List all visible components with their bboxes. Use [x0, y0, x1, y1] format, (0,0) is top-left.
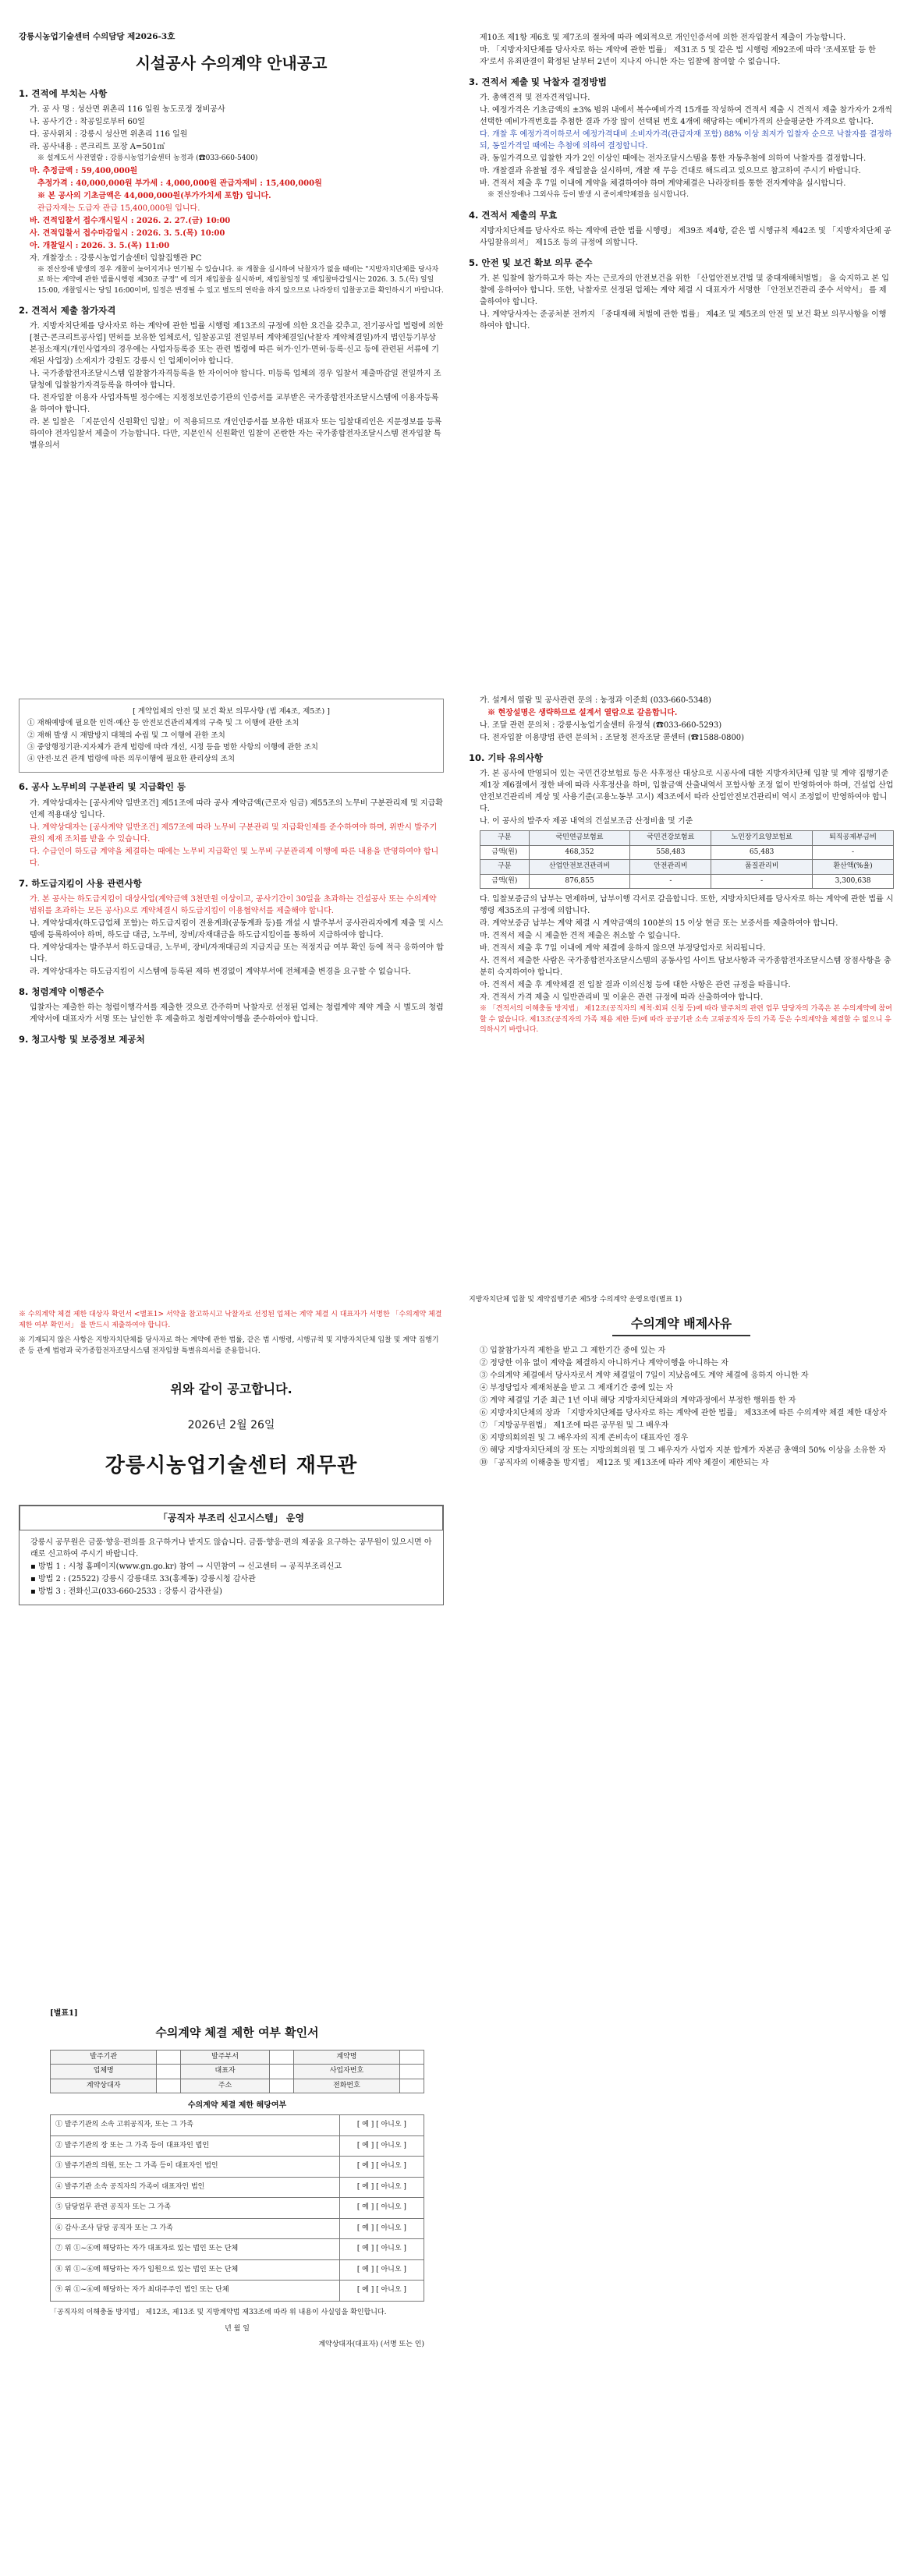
- exclusion-item: ② 정당한 이유 없이 계약을 체결하지 아니하거나 계약이행을 아니하는 자: [480, 1358, 728, 1368]
- section-10-title: 10. 기타 유의사항: [469, 752, 544, 763]
- form-value-cell[interactable]: [400, 2079, 424, 2093]
- table-row: [480, 860, 894, 875]
- table-cell: 65,483: [711, 845, 813, 860]
- place-line: 자. 개찰장소 : 강릉시농업기술센터 입찰집행관 PC: [30, 253, 202, 263]
- s10b-line: 나. 이 공사의 발주자 제공 내역의 건설보조금 산정비율 및 기준: [480, 817, 693, 826]
- s10b-line: 가. 본 공사에 반영되어 있는 국민건강보험료 등은 사후정산 대상으로 시공사에 대한 지방자치단체 입찰 및 계약 집행기준 제1장 제6절에서 정한 바에 따라 사후정산을 하며, 입찰금액 산출내역서 포함사항 조정 없이 반영하여야 하며, 건설업 산업안전보건관리비 계상 및 사용기준(고용노동부 고시) 제3조에서 따라 산업안전보건관리비 역시 조정없이 반영하여야 합니다.: [480, 770, 894, 814]
- table-row: [51, 2065, 424, 2079]
- insurance-table: [480, 830, 894, 889]
- form-label-cell: 계약상대자: [51, 2079, 157, 2093]
- table-row: [480, 831, 894, 846]
- table-cell: 노인장기요양보험료: [711, 831, 813, 846]
- form-label-cell: 주소: [181, 2079, 270, 2093]
- form-value-cell[interactable]: [269, 2050, 293, 2065]
- form-date: 년 월 일: [225, 2325, 250, 2333]
- s10-line: 다. 전자입찰 이용방법 관련 문의처 : 조달청 전자조달 콜센터 (☎1588-0800): [480, 734, 745, 742]
- exclusion-item: ⑨ 해당 지방자치단체의 장 또는 지방의회의원 및 그 배우자가 사업자 지분 합계가 자본금 총액의 50% 이상을 소유한 자: [480, 1445, 886, 1455]
- check-options[interactable]: [ 예 ] [ 아니오 ]: [339, 2239, 424, 2260]
- table-cell: 3,300,638: [813, 874, 894, 889]
- check-options[interactable]: [ 예 ] [ 아니오 ]: [339, 2218, 424, 2239]
- check-options[interactable]: [ 예 ] [ 아니오 ]: [339, 2115, 424, 2136]
- s3-line: 바. 견적서 제출 후 7일 이내에 계약을 체결하여야 하며 계약체결은 나라장터를 통한 전자계약을 실시합니다.: [480, 179, 846, 189]
- s3-line: 다. 개찰 후 예정가격이하로서 예정가격대비 소비자가격(관급자재 포함) 88% 이상 최저가 입찰자 순으로 낙찰자를 결정하되, 동일가격일 때에는 추첨에 의하여 결정합니다.: [480, 130, 892, 151]
- form-top-table: [50, 2050, 424, 2094]
- report-line: ▪ 방법 1 : 시청 홈페이지(www.gn.go.kr) 참여 → 시민참여 → 신고센터 → 공직부조리신고: [30, 1562, 342, 1571]
- s10-line: ※ 현장설명은 생략하므로 설계서 열람으로 갈음합니다.: [487, 709, 678, 717]
- exclusion-item: ⑩ 「공직자의 이해충돌 방지법」 제12조 및 제13조에 따라 계약 체결이 제한되는 자: [480, 1458, 769, 1467]
- section-3-title: 3. 견적서 제출 및 낙찰자 결정방법: [469, 76, 607, 87]
- table-cell: 국민연금보험료: [529, 831, 630, 846]
- check-options[interactable]: [ 예 ] [ 아니오 ]: [339, 2259, 424, 2281]
- s7-line: 다. 계약상대자는 발주부서 하도급대금, 노무비, 장비/자재대금의 지급지급 또는 적정지급 여부 확인 등에 적극 응하여야 합니다.: [30, 943, 444, 964]
- check-text: ④ 발주기관 소속 공직자의 가족이 대표자인 법인: [51, 2177, 340, 2198]
- notice-page-4: [469, 694, 894, 1286]
- infobox-line: ① 재해예방에 필요한 인력·예산 등 안전보건관리체계의 구축 및 그 이행에 관한 조치: [27, 719, 300, 728]
- s2-line: 다. 전자입찰 이용자 사업자특별 정수에는 지정정보인증기관의 인증서를 교부받은 국가종합전자조달시스템에 이용자등록을 하여야 합니다.: [30, 394, 439, 415]
- closing-text: 위와 같이 공고합니다.: [170, 1382, 292, 1396]
- form-section-title: 수의계약 체결 제한 해당여부: [187, 2101, 287, 2110]
- section-9-title: 9. 청고사항 및 보증정보 제공처: [19, 1034, 145, 1045]
- table-cell: -: [630, 874, 711, 889]
- s10c-line: ※ 「견적서의 이해충돌 방지법」 제12조(공직자의 제척·회피 신청 등)에 따라 발주처의 관련 업무 담당자의 가족은 본 수의계약에 참여할 수 없습니다. 제13조(공직자의 가족 채용 제한 등)에 따라 공공기관 소속 고위공직자 등의 가족 등은 수의계약을 체결할 수 없으니 유의하시기 바랍니다.: [480, 1005, 892, 1035]
- form-value-cell[interactable]: [157, 2050, 181, 2065]
- check-row: [51, 2135, 424, 2157]
- check-text: ⑧ 위 ①~⑥에 해당하는 자가 임원으로 있는 법인 또는 단체: [51, 2259, 340, 2281]
- red-note: ※ 수의계약 체결 제한 대상자 확인서 <별표1> 서약을 참고하시고 낙찰자로 선정된 업체는 계약 체결 시 대표자가 서명한 「수의계약 체결 제한 여부 확인서」 를 반드시 제출하여야 합니다.: [19, 1311, 442, 1329]
- exclusion-item: ⑧ 지방의회의원 및 그 배우자의 직계 존비속이 대표자인 경우: [480, 1433, 689, 1442]
- table-cell: 퇴직공제부금비: [813, 831, 894, 846]
- check-row: [51, 2115, 424, 2136]
- form-label-cell: 전화번호: [293, 2079, 399, 2093]
- table-cell: 558,483: [630, 845, 711, 860]
- s10c-line: 바. 견적서 제출 후 7일 이내에 계약 체결에 응하지 않으면 부정당업자로 처리됩니다.: [480, 944, 766, 954]
- confirmation-form: [50, 2008, 424, 2553]
- form-value-cell[interactable]: [400, 2065, 424, 2079]
- form-value-cell[interactable]: [269, 2079, 293, 2093]
- section-8-title: 8. 청렴계약 이행준수: [19, 985, 105, 997]
- s7-line: 가. 본 공사는 하도급지킴이 대상사업(계약금액 3천만원 이상이고, 공사기간이 30일을 초과하는 건설공사 또는 수의계약 범위를 초과하는 모든 공사)으로 계약체결시 하도급지킴이 이용협약서를 제출해야 합니다.: [30, 894, 437, 915]
- safety-duty-box: [19, 699, 444, 773]
- report-line: ▪ 방법 2 : (25522) 강릉시 강릉대로 33(홍제동) 강릉시청 감사관: [30, 1575, 256, 1583]
- s1-line: ※ 설계도서 사전열람 : 강릉시농업기술센터 농정과 (☎033-660-5400): [37, 154, 258, 162]
- section-4-title: 4. 견적서 제출의 무효: [469, 209, 558, 221]
- price-label: 마. 추정금액 : 59,400,000원: [30, 166, 138, 175]
- date-line: 바. 견적입찰서 접수개시일시 : 2026. 2. 27.(금) 10:00: [30, 216, 231, 225]
- form-label-cell: 업체명: [51, 2065, 157, 2079]
- s3-line: 가. 총액견적 및 전자견적입니다.: [480, 94, 590, 103]
- date-line: 사. 견적입찰서 접수마감일시 : 2026. 3. 5.(목) 10:00: [30, 228, 225, 238]
- s1-line: 다. 공사위치 : 강릉시 성산면 위촌리 116 일원: [30, 130, 188, 139]
- exclusion-item: ① 입찰참가자격 제한을 받고 그 제한기간 중에 있는 자: [480, 1346, 666, 1355]
- s2-line: 나. 국가종합전자조달시스템 입찰참가자격등록을 한 자이어야 합니다. 미등록 업체의 경우 입찰서 제출마감일 전일까지 조달청에 입찰참가자격등록을 하여야 합니다.: [30, 370, 441, 391]
- section-2-title: 2. 견적서 제출 참가자격: [19, 305, 116, 316]
- infobox-line: ② 재해 발생 시 재발방지 대책의 수립 및 그 이행에 관한 조치: [27, 731, 225, 740]
- s3-line: 나. 예정가격은 기초금액의 ±3% 범위 내에서 복수예비가격 15개를 작성하여 견적서 제출 시 견적서 제출 참가자가 2개씩 선택한 예비가격번호를 추첨한 결과 가장 많이 선택된 번호 4개에 해당하는 예비가격의 산술평균한 가격으로 합니다.: [480, 106, 892, 127]
- report-box: [19, 1505, 444, 1605]
- check-options[interactable]: [ 예 ] [ 아니오 ]: [339, 2198, 424, 2219]
- s1-line: 라. 공사내용 : 콘크리트 포장 A=501㎡: [30, 143, 165, 151]
- s1-line: 나. 공사기간 : 착공일로부터 60일: [30, 118, 145, 126]
- check-text: ⑨ 위 ①~⑥에 해당하는 자가 최대주주인 법인 또는 단체: [51, 2281, 340, 2302]
- check-options[interactable]: [ 예 ] [ 아니오 ]: [339, 2157, 424, 2178]
- s10c-line: 자. 견적서 가격 제출 시 일반관리비 및 이윤은 관련 규정에 따라 산출하여야 합니다.: [480, 993, 764, 1003]
- s3-line: ※ 전산장애나 그외사유 등이 발생 시 종이계약체결을 실시합니다.: [487, 191, 689, 200]
- section-1-title: 1. 견적에 부치는 사항: [19, 87, 108, 99]
- s10-line: 가. 설계서 열람 및 공사관련 문의 : 농정과 이준희 (033-660-5348): [480, 696, 711, 705]
- doc-title: 시설공사 수의계약 안내공고: [135, 53, 328, 73]
- table-cell: 876,855: [529, 874, 630, 889]
- s2-line: 가. 지방자치단체를 당사자로 하는 계약에 관한 법률 시행령 제13조의 규정에 의한 요건을 갖추고, 전기공사업 법령에 의한 [철근·콘크리트공사업] 면허를 보유한 업체로서, 입찰공고일 전일부터 계약체결일(낙찰자 계약체결일)까지 법인등기부상 본점소재지(개인사업자의 경우에는 사업자등록증 또는 관련 법령에 따른 허가·인가·면허·등록·신고 등에 관련된 서류에 기재된 사업장) 소재지가 강원도 강릉시 인 업체이어야 합니다.: [30, 322, 444, 366]
- form-signer: 계약상대자(대표자) (서명 또는 인): [318, 2340, 424, 2348]
- s10c-line: 마. 견적서 제출 시 제출한 견적 제출은 취소할 수 없습니다.: [480, 932, 681, 941]
- s10c-line: 라. 계약보증금 납부는 계약 체결 시 계약금액의 100분의 15 이상 현금 또는 보증서를 제출하여야 합니다.: [480, 919, 838, 929]
- table-cell: -: [711, 874, 813, 889]
- form-tag: [별표1]: [50, 2009, 78, 2018]
- table-cell: 품질관리비: [711, 860, 813, 875]
- notice-date: 2026년 2월 26일: [187, 1419, 275, 1431]
- form-label-cell: 계약명: [293, 2050, 399, 2065]
- notice-page-6: [469, 1294, 894, 1887]
- notice-page-5: [19, 1294, 444, 1887]
- check-text: ⑥ 감사·조사 담당 공직자 또는 그 가족: [51, 2218, 340, 2239]
- table-cell: 환산액(%율): [813, 860, 894, 875]
- check-options[interactable]: [ 예 ] [ 아니오 ]: [339, 2135, 424, 2157]
- page6-header: 지방자치단체 입찰 및 계약집행기준 제5장 수의계약 운영요령(별표 1): [469, 1296, 682, 1304]
- table-cell: 안전관리비: [630, 860, 711, 875]
- exclusion-item: ③ 수의계약 체결에서 당사자로서 계약 체결일이 7일이 지났음에도 계약 체결에 응하지 아니한 자: [480, 1371, 809, 1380]
- s7-line: 나. 계약상대자(하도급업체 포함)는 하도급지킴이 전용계좌(공동계좌 등)를 개설 시 발주부서 공사관리자에게 제출 및 시스템에 등록하여야 하며, 하도급 대금, 노무비, 장비/자재대금을 하도급지킴이를 통하여 지급하여야 합니다.: [30, 918, 444, 939]
- table-cell: 금액(원): [480, 845, 530, 860]
- notes: ※ 전산장애 발생의 경우 개찰이 늦어지거나 연기될 수 있습니다. ※ 개찰을 실시하여 낙찰자가 없을 때에는 "지방자치단체를 당사자로 하는 계약에 관한 법률시행령 제30조 규정" 에 의거 재입찰을 실시하며, 재입찰일정 및 재입찰마감일시는 2026. 3. 5.(목) 일일 15:00, 개찰일시는 당일 16:00이며, 일정은 변경될 수 있고 별도의 연락을 하지 않으므로 나라장터 입찰공고를 확인하시기 바랍니다.: [37, 265, 444, 295]
- form-label-cell: 발주기관: [51, 2050, 157, 2065]
- exclusion-title: 수의계약 배제사유: [612, 1313, 750, 1336]
- s10c-line: 아. 견적서 제출 후 계약체결 전 입찰 결과 이의신청 등에 대한 사항은 관련 규정을 따릅니다.: [480, 981, 791, 990]
- form-label-cell: 대표자: [181, 2065, 270, 2079]
- check-row: [51, 2157, 424, 2178]
- check-text: ⑤ 담당업무 관련 공직자 또는 그 가족: [51, 2198, 340, 2219]
- report-title: 「공직자 부조리 신고시스템」 운영: [19, 1506, 443, 1530]
- notice-page-2: [469, 31, 894, 624]
- s3-line: 마. 개찰결과 유찰될 경우 재입찰을 실시하며, 개찰 재 무응 건대로 해드리고 있으므로 참고하여 주시기 바랍니다.: [480, 167, 861, 176]
- table-cell: 구분: [480, 860, 530, 875]
- check-text: ③ 발주기관의 의원, 또는 그 가족 등이 대표자인 법인: [51, 2157, 340, 2178]
- s1-line: 가. 공 사 명 : 성산면 위촌리 116 일원 농도로정 정비공사: [30, 105, 225, 114]
- form-check-table: [50, 2114, 424, 2302]
- form-value-cell[interactable]: [157, 2065, 181, 2079]
- table-cell: 468,352: [529, 845, 630, 860]
- s5-line: 나. 계약당사자는 준공처분 전까지 「중대재해 처벌에 관한 법률」 제4조 및 제5조의 안전 및 보건 확보 의무사항을 이행하여야 합니다.: [480, 310, 887, 331]
- table-cell: 국민건강보험료: [630, 831, 711, 846]
- s10-line: 나. 조달 관련 문의처 : 강릉시농업기술센터 유정석 (☎033-660-5293): [480, 721, 722, 730]
- table-row: [480, 845, 894, 860]
- form-label-cell: 발주부서: [181, 2050, 270, 2065]
- check-text: ② 발주기관의 장 또는 그 가족 등이 대표자인 법인: [51, 2135, 340, 2157]
- check-text: ⑦ 위 ①~⑥에 해당하는 자가 대표자로 있는 법인 또는 단체: [51, 2239, 340, 2260]
- form-value-cell[interactable]: [157, 2079, 181, 2093]
- s2-line: 라. 본 입찰은 「지문인식 신원확인 입찰」이 적용되므로 개인인증서를 보유한 대표자 또는 입찰대리인은 지문정보를 등록하여야 전자입찰서 제출이 가능합니다. 다만, 지문인식 신원확인 입찰이 곤란한 자는 국가종합전자조달시스템 전자입찰 특별유의서: [30, 418, 442, 451]
- cont-line: 제10조 제1항 제6호 및 제7조의 절차에 따라 예외적으로 개인인증서에 의한 전자입찰서 제출이 가능합니다.: [480, 34, 846, 42]
- price-detail: 추정가격 : 40,000,000원 부가세 : 4,000,000원 관급자재비 : 15,400,000원: [37, 179, 322, 188]
- table-row: [51, 2050, 424, 2065]
- check-row: [51, 2239, 424, 2260]
- check-row: [51, 2198, 424, 2219]
- exclusion-item: ⑤ 계약 체결일 기준 최근 1년 이내 해당 지방자치단체와의 계약과정에서 부정한 행위를 한 자: [480, 1396, 796, 1405]
- report-text: 강릉시 공무원은 금품·향응·편의를 요구하거나 받지도 않습니다. 금품·향응·편의 제공을 요구하는 공무원이 있으시면 아래로 신고하여 주시기 바랍니다.: [30, 1538, 432, 1559]
- s4-text: 지방자치단체를 당사자로 하는 계약에 관한 법률 시행령」 제39조 제4항, 같은 법 시행규칙 제42조 및 「지방자치단체 공사입찰유의서」 제15조 등의 규정에 의합니다.: [480, 227, 892, 247]
- table-cell: 금액(원): [480, 874, 530, 889]
- price-note: ※ 본 공사의 기초금액은 44,000,000원(부가가치세 포함) 입니다.: [37, 191, 271, 200]
- s10c-line: 사. 견적서 제출한 사람은 국가종합전자조달시스템의 공동사업 사이트 담보사항과 국가종합전자조달시스템 장점사항을 충분히 숙지하여야 합니다.: [480, 957, 892, 978]
- section-6-title: 6. 공사 노무비의 구분관리 및 지급확인 등: [19, 781, 186, 793]
- s10c-line: 다. 입찰보증금의 납부는 면제하며, 납부이행 각서로 갈음합니다. 또한, 지방자치단체를 당사자로 하는 계약에 관한 법률 시행령 제35조의 규정에 의합니다.: [480, 895, 894, 916]
- price-note-2: 관급자재는 도급자 관급 15,400,000원 입니다.: [37, 203, 200, 213]
- table-cell: 산업안전보건관리비: [529, 860, 630, 875]
- form-title: 수의계약 체결 제한 여부 확인서: [155, 2026, 319, 2040]
- s6-line: 나. 계약상대자는 [공사계약 일반조건] 제57조에 따라 노무비 구분관리 및 지급확인제를 준수하여야 하며, 위반시 발주기관의 제재 조치를 받을 수 있습니다.: [30, 823, 438, 844]
- form-value-cell[interactable]: [269, 2065, 293, 2079]
- check-options[interactable]: [ 예 ] [ 아니오 ]: [339, 2177, 424, 2198]
- cont-line: 마. 「지방자치단체를 당사자로 하는 계약에 관한 법률」 제31조 5 및 같은 법 시행령 제92조에 따라 '조세포탈 등 한 자'로서 유죄판결이 확정된 날부터 2년이 지나지 아니한 자는 입찰에 참여할 수 없습니다.: [480, 46, 876, 66]
- exclusion-item: ④ 부정당업자 제재처분을 받고 그 제재기간 중에 있는 자: [480, 1383, 673, 1392]
- exclusion-item: ⑥ 지방자치단체의 장과 「지방자치단체를 당사자로 하는 계약에 관한 법률」 제33조에 따른 수의계약 체결 제한 대상자: [480, 1408, 887, 1417]
- infobox-title: [ 계약업체의 안전 및 보건 확보 의무사항 (법 제4조, 제5조) ]: [133, 707, 330, 716]
- check-row: [51, 2259, 424, 2281]
- notice-org: 강릉시농업기술센터 재무관: [105, 1454, 358, 1477]
- check-row: [51, 2218, 424, 2239]
- s6-line: 가. 계약상대자는 [공사계약 일반조건] 제51조에 따라 공사 계약금액(근로자 임금) 제55조의 노무비 구분관리제 및 지급확인제 적용대상 입니다.: [30, 798, 443, 819]
- misc-note: ※ 기재되지 않은 사항은 지방자치단체를 당사자로 하는 계약에 관한 법률, 같은 법 시행령, 시행규칙 및 지방자치단체 입찰 및 계약 집행기준 등 관계 법령과 국가종합전자조달시스템 전자입찰 특별유의서를 준용합니다.: [19, 1336, 439, 1355]
- check-options[interactable]: [ 예 ] [ 아니오 ]: [339, 2281, 424, 2302]
- report-line: ▪ 방법 3 : 전화신고(033-660-2533 : 강릉시 감사관실): [30, 1587, 222, 1596]
- table-row: [51, 2079, 424, 2093]
- table-cell: 구분: [480, 831, 530, 846]
- doc-header: 강릉시농업기술센터 수의담당 제2026-3호: [19, 32, 175, 41]
- notice-page-1: [19, 31, 444, 624]
- check-row: [51, 2281, 424, 2302]
- date-line: 아. 개찰일시 : 2026. 3. 5.(목) 11:00: [30, 241, 170, 250]
- infobox-line: ④ 안전·보건 관계 법령에 따른 의무이행에 필요한 관리상의 조치: [27, 755, 236, 763]
- form-footer: 「공직자의 이해충돌 방지법」 제12조, 제13조 및 지방계약법 제33조에 따라 위 내용이 사실임을 확인합니다.: [50, 2308, 387, 2316]
- section-5-title: 5. 안전 및 보건 확보 의무 준수: [469, 257, 593, 268]
- s7-line: 라. 계약상대자는 하도급지킴이 시스템에 등록된 제하 변경없이 계약부서에 전체제출 변경을 요구할 수 없습니다.: [30, 967, 411, 976]
- s5-line: 가. 본 입찰에 참가하고자 하는 자는 근로자의 안전보건을 위한 「산업안전보건법 및 중대재해처벌법」 을 숙지하고 본 입찰에 응하여야 합니다. 또한, 낙찰자로 선정된 업체는 계약 체결 시 대표자가 서명한 「안전보건관리 준수 서약서」 를 제출하여야 합니다.: [480, 274, 889, 307]
- table-row: [480, 874, 894, 889]
- table-cell: -: [813, 845, 894, 860]
- notice-page-3: [19, 694, 444, 1286]
- form-label-cell: 사업자번호: [293, 2065, 399, 2079]
- check-text: ① 발주기관의 소속 고위공직자, 또는 그 가족: [51, 2115, 340, 2136]
- exclusion-item: ⑦ 「지방공무원법」 제1조에 따른 공무원 및 그 배우자: [480, 1421, 669, 1430]
- section-7-title: 7. 하도급지킴이 사용 관련사항: [19, 877, 142, 889]
- s6-line: 다. 수급인이 하도급 계약을 체결하는 때에는 노무비 지급확인 및 노무비 구분관리제 이행에 따른 내용을 반영하여야 합니다.: [30, 847, 439, 868]
- infobox-line: ③ 중앙행정기관·지자체가 관계 법령에 따라 개선, 시정 등을 명한 사항의 이행에 관한 조치: [27, 742, 318, 752]
- check-row: [51, 2177, 424, 2198]
- form-value-cell[interactable]: [400, 2050, 424, 2065]
- s8-text: 입찰자는 제출한 하는 청렴이행각서를 제출한 것으로 간주하며 낙찰자로 선정된 업체는 청렴계약 제약 계출 시 별도의 청렴계약서에 대표자가 서명 또는 날인한 후 제출하고 청렴계약이행을 준수하여야 합니다.: [30, 1003, 444, 1024]
- s3-line: 라. 동일가격으로 입찰한 자가 2인 이상인 때에는 전자조달시스템을 통한 자동추첨에 의하여 낙찰자를 결정합니다.: [480, 154, 867, 164]
